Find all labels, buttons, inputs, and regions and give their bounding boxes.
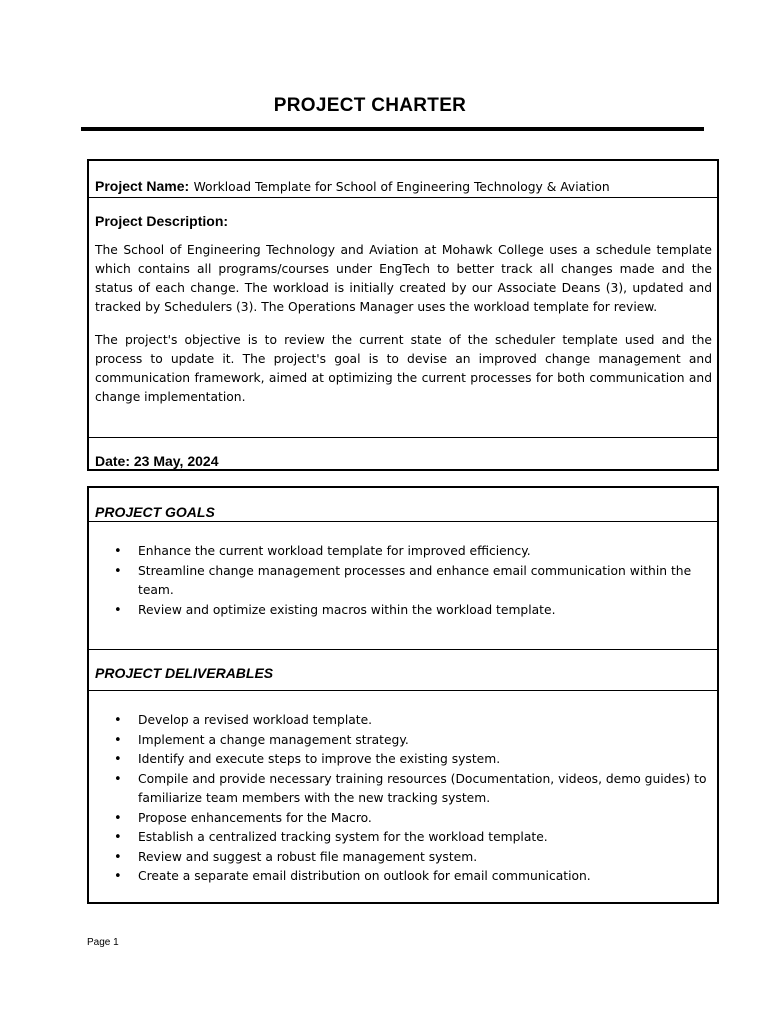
title-divider [81,127,704,131]
project-name-value: Workload Template for School of Engineering Technology & Aviation [193,180,610,194]
document-title: PROJECT CHARTER [273,95,467,116]
description-paragraph: The project's objective is to review the current state of the scheduler template used and the process to update it. The project's goal is to devise an improved change management and communication framework, aimed at optimizing the current processes for both communication and change implementation. [95,333,712,404]
list-item: • Establish a centralized tracking system for the workload template. [138,828,709,848]
list-item: • Review and optimize existing macros within the workload template. [138,601,709,621]
goals-heading-row [89,488,717,521]
deliverables-list [89,711,709,887]
project-name-label: Project Name: [95,178,190,194]
list-item: • Compile and provide necessary training resources (Documentation, videos, demo guides) to familiarize team members with the new tracking system. [138,770,709,809]
charter-date: Date: 23 May, 2024 [95,453,219,469]
list-item: • Propose enhancements for the Macro. [138,809,709,829]
list-item: • Implement a change management strategy. [138,731,709,751]
page-number: Page 1 [87,937,119,948]
project-description-label: Project Description: [95,213,229,229]
charter-box [87,159,719,471]
project-name-row [89,161,717,197]
list-item: • Create a separate email distribution on outlook for email communication. [138,867,709,887]
list-item: • Develop a revised workload template. [138,711,709,731]
goals-heading: PROJECT GOALS [95,504,215,520]
goals-list-row [89,521,717,649]
goals-list [89,542,709,620]
date-row [89,437,717,469]
deliverables-heading-row [89,649,717,690]
deliverables-heading: PROJECT DELIVERABLES [95,665,274,681]
list-item: • Identify and execute steps to improve the existing system. [138,750,709,770]
deliverables-list-row [89,690,717,887]
list-item: • Streamline change management processes and enhance email communication within the team. [138,562,709,601]
description-paragraph: The School of Engineering Technology and Aviation at Mohawk College uses a schedule template which contains all programs/courses under EngTech to better track all changes made and the status of each change. The workload is initially created by our Associate Deans (3), updated and tracked by Schedulers (3). The Operations Manager uses the workload template for review. [95,243,712,314]
goals-deliverables-box [87,486,719,904]
project-description-row [89,197,717,437]
list-item: • Review and suggest a robust file management system. [138,848,709,868]
list-item: • Enhance the current workload template for improved efficiency. [138,542,709,562]
